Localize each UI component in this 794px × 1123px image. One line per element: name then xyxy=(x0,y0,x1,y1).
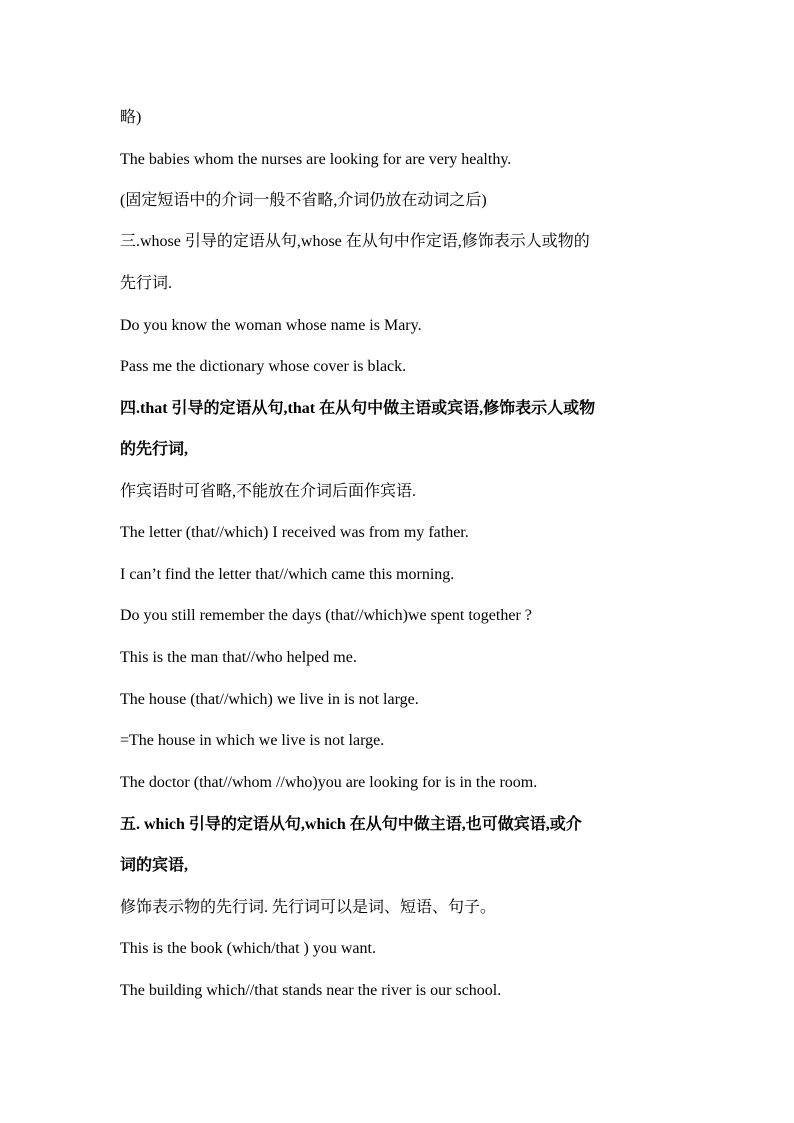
text-line: =The house in which we live is not large. xyxy=(120,732,385,749)
section-heading: 词的宾语, xyxy=(120,857,189,874)
section-heading: 四.that 引导的定语从句,that 在从句中做主语或宾语,修饰表示人或物 xyxy=(120,400,596,417)
text-line: 修饰表示物的先行词. 先行词可以是词、短语、句子。 xyxy=(120,899,497,916)
text-line: The house (that//which) we live in is not large. xyxy=(120,691,419,708)
text-line: 三.whose 引导的定语从句,whose 在从句中作定语,修饰表示人或物的 xyxy=(120,233,590,250)
text-line: Do you still remember the days (that//which)we spent together ? xyxy=(120,607,532,624)
section-heading: 的先行词, xyxy=(120,441,189,458)
text-line: Do you know the woman whose name is Mary. xyxy=(120,317,422,334)
text-line: 作宾语时可省略,不能放在介词后面作宾语. xyxy=(120,483,417,500)
text-line: The building which//that stands near the river is our school. xyxy=(120,982,502,999)
text-line: The letter (that//which) I received was from my father. xyxy=(120,524,469,541)
section-heading: 五. which 引导的定语从句,which 在从句中做主语,也可做宾语,或介 xyxy=(120,816,582,833)
text-line: 略) xyxy=(120,109,142,126)
text-line: The babies whom the nurses are looking for are very healthy. xyxy=(120,151,512,168)
text-line: (固定短语中的介词一般不省略,介词仍放在动词之后) xyxy=(120,192,487,209)
text-line: This is the book (which/that ) you want. xyxy=(120,940,376,957)
text-line: The doctor (that//whom //who)you are looking for is in the room. xyxy=(120,774,538,791)
text-line: I can’t find the letter that//which came this morning. xyxy=(120,566,455,583)
text-line: Pass me the dictionary whose cover is black. xyxy=(120,358,407,375)
text-line: This is the man that//who helped me. xyxy=(120,649,357,666)
text-line: 先行词. xyxy=(120,275,173,292)
